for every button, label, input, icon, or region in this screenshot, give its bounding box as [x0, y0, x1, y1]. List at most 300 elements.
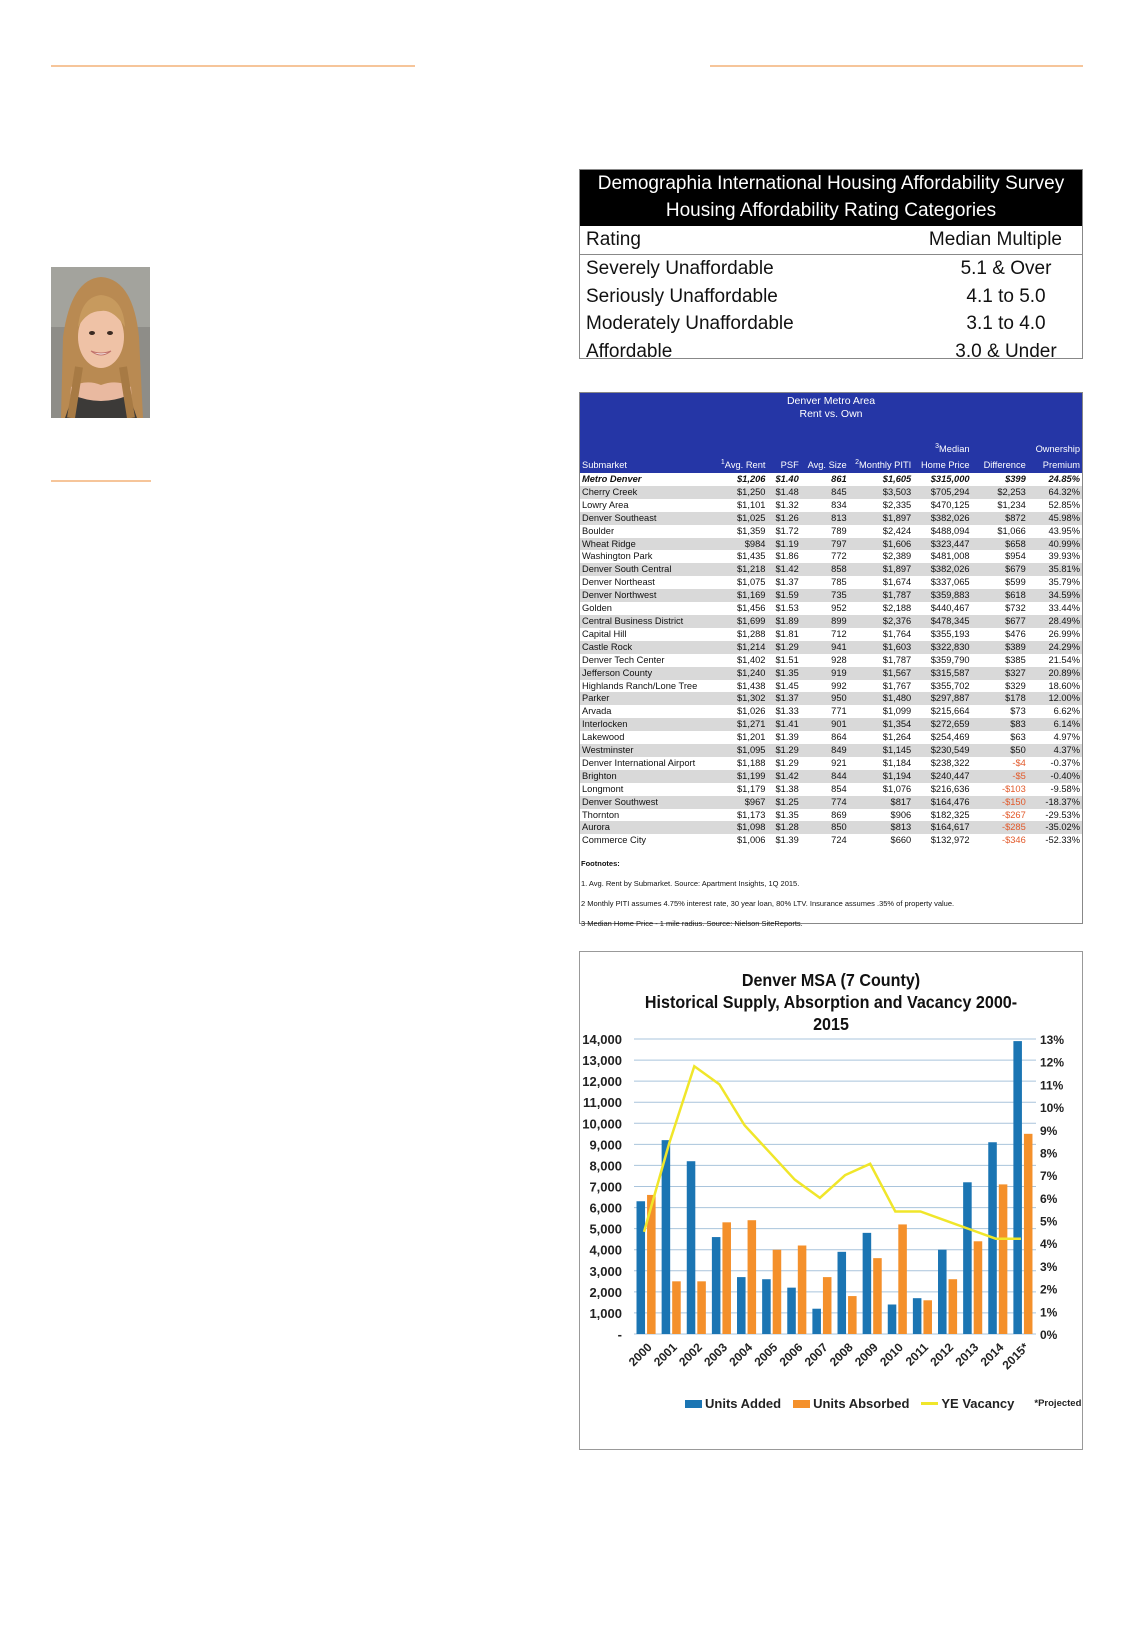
- x-tick-label: 2008: [826, 1340, 856, 1370]
- value-cell: 861: [831, 474, 847, 484]
- legend-swatch: [685, 1400, 702, 1408]
- value-cell: -$4: [1012, 757, 1026, 768]
- submarket-cell: Denver International Airport: [582, 757, 696, 768]
- rating-label: Affordable: [586, 340, 673, 362]
- value-cell: $1,099: [882, 706, 912, 717]
- header-piti: $^2$Monthly PITI: [855, 459, 912, 470]
- value-cell: $1,787: [849, 589, 914, 602]
- column-median-multiple: Median Multiple: [928, 229, 1062, 250]
- top-rule-right: [710, 65, 1083, 67]
- value-cell: $50: [972, 744, 1028, 757]
- value-cell: $1,218: [713, 563, 767, 576]
- value-cell: $1.45: [775, 680, 799, 691]
- value-cell: $73: [1010, 706, 1026, 717]
- value-cell: 24.85%: [1048, 474, 1080, 484]
- bar-units-absorbed: [773, 1250, 782, 1334]
- value-cell: $2,376: [849, 615, 914, 628]
- value-cell: $1.72: [775, 525, 799, 536]
- y2-tick-label: 2%: [1040, 1282, 1058, 1297]
- value-cell: $679: [972, 563, 1028, 576]
- value-cell: $315,587: [913, 667, 971, 680]
- value-cell: $1,169: [713, 589, 767, 602]
- value-cell: 813: [801, 512, 849, 525]
- value-cell: $322,830: [913, 641, 971, 654]
- value-cell: 844: [801, 770, 849, 783]
- submarket-cell: Boulder: [582, 525, 615, 536]
- value-cell: 35.79%: [1048, 577, 1080, 588]
- value-cell: 899: [801, 615, 849, 628]
- submarket-cell: Parker: [580, 692, 713, 705]
- value-cell: $817: [849, 796, 914, 809]
- value-cell: $1,264: [882, 732, 912, 743]
- y-tick-label: 13,000: [582, 1053, 622, 1069]
- y2-tick-label: 10%: [1040, 1101, 1065, 1116]
- y2-tick-label: 9%: [1040, 1123, 1058, 1138]
- y-tick-label: 10,000: [582, 1116, 622, 1132]
- value-cell: 34.59%: [1028, 589, 1082, 602]
- value-cell: $478,345: [913, 615, 971, 628]
- rent-vs-own-title-line1: Denver Metro Area: [786, 395, 876, 407]
- legend-swatch: [793, 1400, 810, 1408]
- value-cell: $476: [1005, 628, 1026, 639]
- submarket-cell: Aurora: [580, 821, 713, 834]
- value-cell: 901: [801, 718, 849, 731]
- bar-units-absorbed: [697, 1281, 706, 1334]
- y2-tick-label: 1%: [1040, 1305, 1058, 1320]
- value-cell: $1,288: [737, 628, 766, 639]
- y2-tick-label: 4%: [1040, 1237, 1058, 1252]
- value-cell: $1,199: [713, 770, 767, 783]
- value-cell: -$267: [1002, 809, 1026, 820]
- submarket-cell: Thornton: [582, 809, 620, 820]
- legend-swatch: [921, 1402, 938, 1405]
- submarket-cell: Brighton: [580, 770, 713, 783]
- value-cell: $1,240: [713, 667, 767, 680]
- value-cell: $385: [1005, 654, 1026, 665]
- bar-units-absorbed: [923, 1300, 932, 1334]
- value-cell: $1,214: [713, 641, 767, 654]
- value-cell: $1.37: [767, 692, 800, 705]
- y-tick-label: 1,000: [589, 1305, 622, 1321]
- x-tick-label: 2013: [952, 1340, 982, 1370]
- affordability-row: [580, 283, 1082, 311]
- value-cell: 854: [831, 783, 847, 794]
- value-cell: 858: [801, 563, 849, 576]
- value-cell: $1.32: [775, 499, 799, 510]
- value-cell: $954: [1005, 551, 1026, 562]
- value-cell: 20.89%: [1028, 667, 1082, 680]
- affordability-row: [580, 310, 1082, 338]
- footnote-3: 3 Median Home Price - 1 mile radius. Source: Nielson SiteReports.: [581, 919, 803, 929]
- value-cell: $2,188: [882, 603, 912, 614]
- value-cell: 850: [801, 821, 849, 834]
- y2-tick-label: 11%: [1040, 1078, 1064, 1093]
- table-row: [580, 705, 1082, 718]
- value-cell: $323,447: [913, 538, 971, 551]
- y2-tick-label: 7%: [1040, 1169, 1058, 1184]
- value-cell: 992: [831, 680, 847, 691]
- y-tick-label: -: [617, 1327, 622, 1342]
- value-cell: -$346: [1002, 835, 1026, 846]
- value-cell: $1.35: [775, 809, 799, 820]
- bar-units-added: [1013, 1041, 1022, 1334]
- value-cell: $481,008: [930, 551, 970, 562]
- y-tick-label: 14,000: [582, 1032, 622, 1047]
- value-cell: $1.28: [767, 821, 800, 834]
- value-cell: $382,026: [913, 563, 971, 576]
- value-cell: 39.93%: [1048, 551, 1080, 562]
- table-row: [580, 821, 1082, 834]
- submarket-cell: Denver Southeast: [580, 512, 713, 525]
- value-cell: 40.99%: [1028, 538, 1082, 551]
- submarket-cell: Castle Rock: [580, 641, 713, 654]
- value-cell: $1,603: [849, 641, 914, 654]
- legend-units-added: Units Added: [685, 1396, 781, 1411]
- rating-label: Moderately Unaffordable: [586, 313, 794, 334]
- value-cell: $1.53: [775, 603, 799, 614]
- value-cell: 4.97%: [1053, 732, 1080, 743]
- bar-units-added: [913, 1298, 922, 1334]
- x-tick-label: 2000: [625, 1340, 655, 1370]
- legend-units-absorbed: Units Absorbed: [793, 1396, 909, 1411]
- value-cell: 849: [801, 744, 849, 757]
- value-cell: $1,145: [849, 744, 914, 757]
- affordability-table-header: [580, 170, 1082, 226]
- x-tick-label: 2006: [776, 1340, 806, 1370]
- table-row: [580, 486, 1082, 499]
- value-cell: 735: [801, 589, 849, 602]
- header-avg-rent: $^1$Avg. Rent: [720, 459, 766, 470]
- value-cell: $1,271: [713, 718, 767, 731]
- value-cell: 712: [831, 628, 847, 639]
- value-cell: $1.33: [775, 706, 799, 717]
- y2-tick-label: 0%: [1040, 1328, 1058, 1342]
- submarket-cell: Central Business District: [580, 615, 713, 628]
- bar-units-added: [687, 1161, 696, 1334]
- value-cell: $1.42: [767, 563, 800, 576]
- affordability-row: [580, 255, 1082, 283]
- value-cell: 772: [831, 551, 847, 562]
- bar-units-added: [637, 1201, 646, 1334]
- value-cell: $1.40: [775, 474, 799, 484]
- bar-units-added: [938, 1250, 947, 1334]
- value-cell: $1,897: [849, 563, 914, 576]
- value-cell: 45.98%: [1028, 512, 1082, 525]
- value-cell: $599: [1005, 577, 1026, 588]
- y-tick-label: 6,000: [589, 1200, 622, 1216]
- x-tick-label: 2012: [927, 1340, 957, 1370]
- table-row: [580, 757, 1082, 770]
- value-cell: $215,664: [930, 706, 970, 717]
- rent-vs-own-table: [579, 392, 1083, 929]
- bar-units-added: [737, 1277, 746, 1334]
- value-cell: $164,476: [913, 796, 971, 809]
- value-cell: -0.40%: [1028, 770, 1082, 783]
- table-row: [580, 499, 1082, 512]
- value-cell: -9.58%: [1050, 783, 1080, 794]
- bar-units-absorbed: [999, 1184, 1008, 1334]
- value-cell: 789: [831, 525, 847, 536]
- value-cell: $1.81: [775, 628, 799, 639]
- photo-rule: [51, 480, 151, 482]
- submarket-cell: Metro Denver: [582, 474, 642, 484]
- submarket-cell: Commerce City: [582, 835, 647, 846]
- submarket-cell: Washington Park: [582, 551, 653, 562]
- rating-multiple: 5.1 & Over: [960, 258, 1052, 279]
- value-cell: $1,480: [849, 692, 914, 705]
- table-row: [580, 602, 1082, 615]
- table-row: [580, 680, 1082, 693]
- value-cell: -0.37%: [1050, 757, 1080, 768]
- chart-plot: [580, 952, 1084, 1451]
- table-row: [580, 770, 1082, 783]
- value-cell: $1,606: [849, 538, 914, 551]
- value-cell: $488,094: [930, 525, 970, 536]
- submarket-cell: Longmont: [582, 783, 624, 794]
- column-rating: Rating: [586, 229, 641, 250]
- value-cell: $1.29: [775, 757, 799, 768]
- submarket-cell: Golden: [582, 603, 612, 614]
- table-row: [580, 731, 1082, 744]
- bar-units-absorbed: [1024, 1134, 1033, 1334]
- bar-units-absorbed: [873, 1258, 882, 1334]
- value-cell: $1,699: [713, 615, 767, 628]
- value-cell: $440,467: [930, 603, 970, 614]
- legend-projected-note: *Projected: [1034, 1398, 1082, 1409]
- value-cell: -35.02%: [1028, 821, 1082, 834]
- table-row: [580, 692, 1082, 705]
- value-cell: 952: [831, 603, 847, 614]
- x-tick-label: 2010: [877, 1340, 906, 1370]
- bar-units-added: [712, 1237, 721, 1334]
- footnotes-title: Footnotes:: [581, 859, 620, 869]
- submarket-cell: Lakewood: [582, 732, 625, 743]
- y-tick-label: 4,000: [589, 1242, 622, 1258]
- value-cell: $1,438: [737, 680, 766, 691]
- value-cell: $132,972: [930, 835, 970, 846]
- value-cell: $1.59: [767, 589, 800, 602]
- value-cell: $1,066: [997, 525, 1026, 536]
- submarket-cell: Interlocken: [580, 718, 713, 731]
- submarket-cell: Capital Hill: [582, 628, 627, 639]
- submarket-cell: Wheat Ridge: [580, 538, 713, 551]
- rating-multiple: 3.0 & Under: [955, 340, 1057, 362]
- value-cell: 21.54%: [1048, 654, 1080, 665]
- value-cell: $240,447: [913, 770, 971, 783]
- rating-label: Severely Unaffordable: [586, 258, 774, 279]
- bar-units-absorbed: [672, 1281, 681, 1334]
- value-cell: 774: [801, 796, 849, 809]
- value-cell: $1.51: [775, 654, 799, 665]
- header-premium-bottom: Premium: [1042, 460, 1080, 470]
- value-cell: $399: [1005, 474, 1026, 484]
- value-cell: $297,887: [913, 692, 971, 705]
- value-cell: $470,125: [930, 499, 970, 510]
- submarket-cell: Cherry Creek: [580, 486, 713, 499]
- rent-vs-own-column-headers: [580, 440, 1082, 472]
- value-cell: $1,179: [737, 783, 766, 794]
- value-cell: $1,359: [737, 525, 766, 536]
- bar-units-added: [888, 1305, 897, 1335]
- y-tick-label: 3,000: [589, 1263, 622, 1279]
- value-cell: $1,435: [737, 551, 766, 562]
- bar-units-added: [863, 1233, 872, 1334]
- table-row: [580, 615, 1082, 628]
- value-cell: $1.86: [775, 551, 799, 562]
- value-cell: $355,702: [930, 680, 970, 691]
- footnote-1: 1. Avg. Rent by Submarket. Source: Apartment Insights, 1Q 2015.: [581, 879, 800, 889]
- submarket-cell: Denver Tech Center: [582, 654, 665, 665]
- value-cell: $1,402: [737, 654, 766, 665]
- table-row: [580, 563, 1082, 576]
- y-tick-label: 8,000: [589, 1158, 622, 1174]
- affordability-row: [580, 338, 1082, 366]
- value-cell: -$285: [972, 821, 1028, 834]
- value-cell: 950: [801, 692, 849, 705]
- value-cell: $359,883: [913, 589, 971, 602]
- supply-absorption-chart: [579, 951, 1083, 1450]
- value-cell: $705,294: [913, 486, 971, 499]
- bar-units-added: [838, 1252, 847, 1334]
- value-cell: $1,101: [737, 499, 766, 510]
- value-cell: 797: [801, 538, 849, 551]
- bar-units-absorbed: [848, 1296, 857, 1334]
- value-cell: $1,302: [713, 692, 767, 705]
- rent-vs-own-header: [580, 393, 1082, 473]
- x-tick-label: 2001: [651, 1340, 680, 1370]
- value-cell: $1,026: [737, 706, 766, 717]
- value-cell: $813: [849, 821, 914, 834]
- value-cell: $984: [713, 538, 767, 551]
- value-cell: $63: [1010, 732, 1026, 743]
- value-cell: 834: [831, 499, 847, 510]
- value-cell: $1,184: [882, 757, 912, 768]
- top-rule-left: [51, 65, 415, 67]
- x-tick-label: 2007: [801, 1340, 831, 1370]
- bar-units-added: [812, 1309, 821, 1334]
- value-cell: $618: [972, 589, 1028, 602]
- table-row: [580, 473, 1082, 486]
- value-cell: $1,767: [882, 680, 912, 691]
- value-cell: $1,456: [737, 603, 766, 614]
- table-row: [580, 512, 1082, 525]
- value-cell: $1,605: [882, 474, 912, 484]
- bar-units-absorbed: [798, 1246, 807, 1335]
- value-cell: $1.29: [767, 641, 800, 654]
- value-cell: $1,897: [849, 512, 914, 525]
- y-tick-label: 7,000: [589, 1179, 622, 1195]
- affordability-title-line2: Housing Affordability Rating Categories: [665, 200, 997, 221]
- x-tick-label: 2004: [726, 1340, 756, 1370]
- value-cell: $1,098: [713, 821, 767, 834]
- y2-tick-label: 5%: [1040, 1214, 1058, 1229]
- value-cell: 64.32%: [1028, 486, 1082, 499]
- table-row: [580, 538, 1082, 551]
- header-premium-top: Ownership: [1035, 444, 1080, 454]
- value-cell: $1,025: [713, 512, 767, 525]
- bar-units-absorbed: [823, 1277, 832, 1334]
- value-cell: 43.95%: [1048, 525, 1080, 536]
- x-tick-label: 2002: [676, 1340, 705, 1370]
- rating-multiple: 4.1 to 5.0: [966, 285, 1046, 307]
- bar-units-absorbed: [949, 1279, 958, 1334]
- value-cell: $1,188: [737, 757, 766, 768]
- value-cell: $660: [890, 835, 912, 846]
- value-cell: -18.37%: [1028, 796, 1082, 809]
- value-cell: $1,173: [737, 809, 766, 820]
- value-cell: $1.89: [767, 615, 800, 628]
- value-cell: $389: [972, 641, 1028, 654]
- value-cell: $1.37: [775, 577, 799, 588]
- table-row: [580, 667, 1082, 680]
- value-cell: $1,095: [713, 744, 767, 757]
- value-cell: $337,065: [930, 577, 970, 588]
- rating-label: Seriously Unaffordable: [586, 285, 778, 307]
- value-cell: 919: [801, 667, 849, 680]
- submarket-cell: Highlands Ranch/Lone Tree: [582, 680, 698, 691]
- value-cell: 52.85%: [1048, 499, 1080, 510]
- value-cell: $967: [713, 796, 767, 809]
- value-cell: 6.62%: [1053, 706, 1080, 717]
- value-cell: $1.19: [767, 538, 800, 551]
- value-cell: $359,790: [930, 654, 970, 665]
- value-cell: $1.42: [767, 770, 800, 783]
- bar-units-added: [762, 1279, 771, 1334]
- header-avg-size: Avg. Size: [807, 460, 847, 470]
- table-row: [580, 744, 1082, 757]
- value-cell: $1.39: [775, 732, 799, 743]
- value-cell: $1,567: [849, 667, 914, 680]
- value-cell: $1.35: [767, 667, 800, 680]
- author-photo: [51, 267, 150, 418]
- bar-units-absorbed: [722, 1222, 731, 1334]
- x-tick-label: 2003: [701, 1340, 731, 1370]
- value-cell: $254,469: [930, 732, 970, 743]
- value-cell: 26.99%: [1048, 628, 1080, 639]
- affordability-title-line1: Demographia International Housing Affordability Survey: [597, 173, 1065, 194]
- value-cell: $178: [972, 692, 1028, 705]
- value-cell: 28.49%: [1028, 615, 1082, 628]
- submarket-cell: Denver South Central: [580, 563, 713, 576]
- value-cell: $83: [972, 718, 1028, 731]
- chart-title-line2: Historical Supply, Absorption and Vacancy 2000-: [644, 992, 1018, 1012]
- value-cell: $2,389: [882, 551, 912, 562]
- value-cell: -52.33%: [1045, 835, 1080, 846]
- value-cell: 869: [831, 809, 847, 820]
- table-row: [580, 796, 1082, 809]
- chart-legend: [685, 1396, 1081, 1411]
- value-cell: $2,424: [882, 525, 912, 536]
- value-cell: $355,193: [930, 628, 970, 639]
- submarket-cell: Denver Northeast: [582, 577, 655, 588]
- value-cell: $1,764: [882, 628, 912, 639]
- table-row: [580, 834, 1082, 847]
- value-cell: 941: [801, 641, 849, 654]
- value-cell: -29.53%: [1045, 809, 1080, 820]
- value-cell: $216,636: [930, 783, 970, 794]
- x-tick-label: 2009: [852, 1340, 881, 1370]
- table-row: [580, 550, 1082, 563]
- submarket-cell: Jefferson County: [580, 667, 713, 680]
- value-cell: $3,503: [849, 486, 914, 499]
- value-cell: $327: [972, 667, 1028, 680]
- submarket-cell: Denver Northwest: [580, 589, 713, 602]
- value-cell: $1.26: [767, 512, 800, 525]
- chart-title-line3: 2015: [813, 1014, 849, 1034]
- value-cell: 24.29%: [1028, 641, 1082, 654]
- value-cell: 928: [831, 654, 847, 665]
- y-tick-label: 5,000: [589, 1221, 622, 1237]
